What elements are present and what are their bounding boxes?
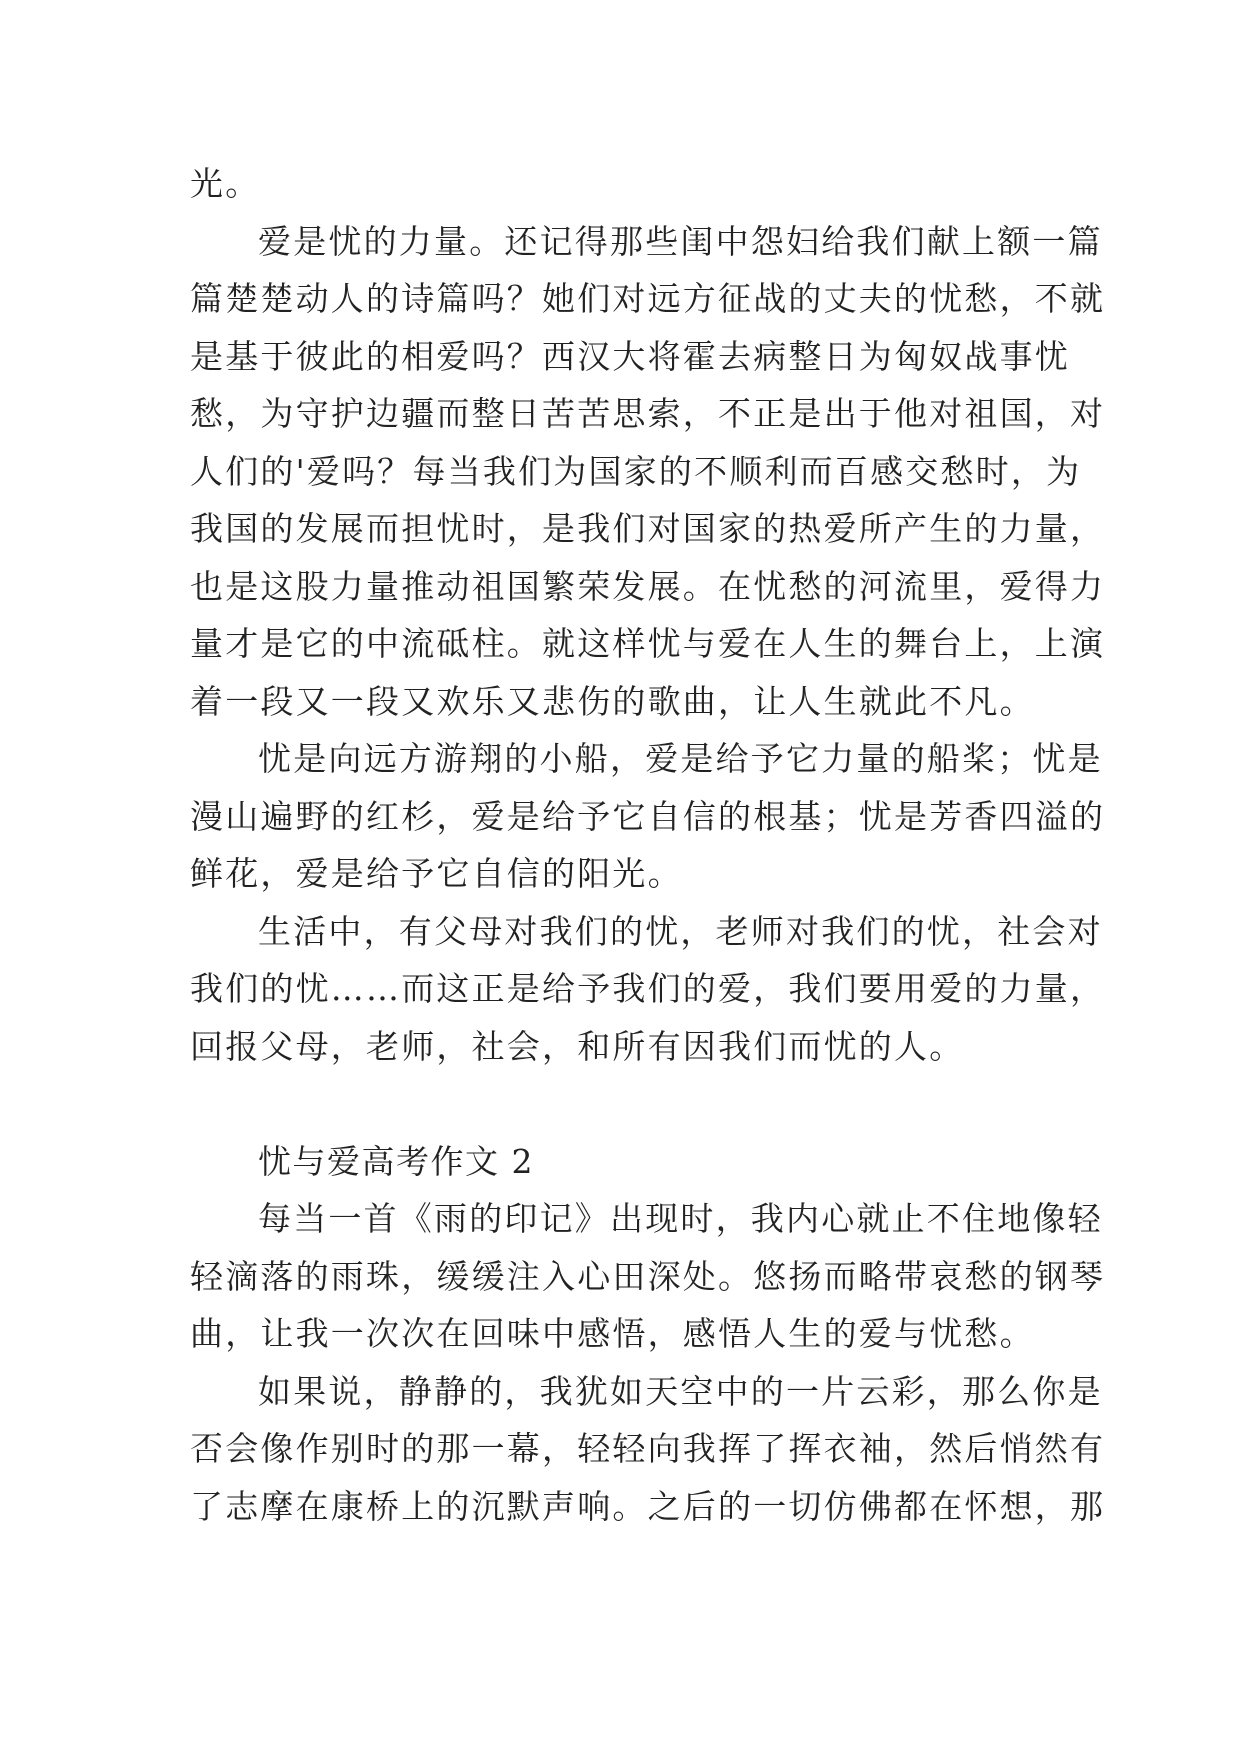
text-line: 是基于彼此的相爱吗？西汉大将霍去病整日为匈奴战事忧 [190,336,1070,376]
text-line: 回报父母，老师，社会，和所有因我们而忧的人。 [190,1026,965,1066]
text-line: 篇楚楚动人的诗篇吗？她们对远方征战的丈夫的忧愁，不就 [190,279,1106,318]
paragraph-start-line: 如果说，静静的，我犹如天空中的一片云彩，那么你是 [258,1371,1103,1411]
paragraph-start-line: 忧是向远方游翔的小船，爱是给予它力量的船桨；忧是 [258,739,1103,778]
text-line: 量才是它的中流砥柱。就这样忧与爱在人生的舞台上，上演 [190,624,1106,663]
section-gap [190,1075,1070,1133]
section-heading: 忧与爱高考作文 2 [258,1141,534,1181]
text-line: 鲜花，爱是给予它自信的阳光。 [190,854,683,893]
paragraph-start-line: 爱是忧的力量。还记得那些闺中怨妇给我们献上额一篇 [258,221,1103,261]
text-line: 人们的'爱吗？每当我们为国家的不顺利而百感交愁时，为 [190,451,1082,491]
text-line: 着一段又一段又欢乐又悲伤的歌曲，让人生就此不凡。 [190,681,1035,721]
text-line: 轻滴落的雨珠，缓缓注入心田深处。悠扬而略带哀愁的钢琴 [190,1256,1106,1296]
text-line: 光。 [190,164,261,203]
text-line: 我国的发展而担忧时，是我们对国家的热爱所产生的力量， [190,509,1106,548]
paragraph-start-line: 每当一首《雨的印记》出现时，我内心就止不住地像轻 [258,1199,1103,1238]
text-line: 了志摩在康桥上的沉默声响。之后的一切仿佛都在怀想，那 [190,1486,1106,1526]
text-line: 否会像作别时的那一幕，轻轻向我挥了挥衣袖，然后悄然有 [190,1429,1106,1468]
text-line: 曲，让我一次次在回味中感悟，感悟人生的爱与忧愁。 [190,1314,1035,1353]
text-line: 也是这股力量推动祖国繁荣发展。在忧愁的河流里，爱得力 [190,566,1106,606]
paragraph-start-line: 生活中，有父母对我们的忧，老师对我们的忧，社会对 [258,911,1103,951]
text-line: 愁，为守护边疆而整日苦苦思索，不正是出于他对祖国，对 [190,394,1106,433]
text-line: 我们的忧……而这正是给予我们的爱，我们要用爱的力量， [190,969,1106,1008]
text-line: 漫山遍野的红杉，爱是给予它自信的根基；忧是芳香四溢的 [190,796,1106,836]
document-body [190,155,1106,1535]
